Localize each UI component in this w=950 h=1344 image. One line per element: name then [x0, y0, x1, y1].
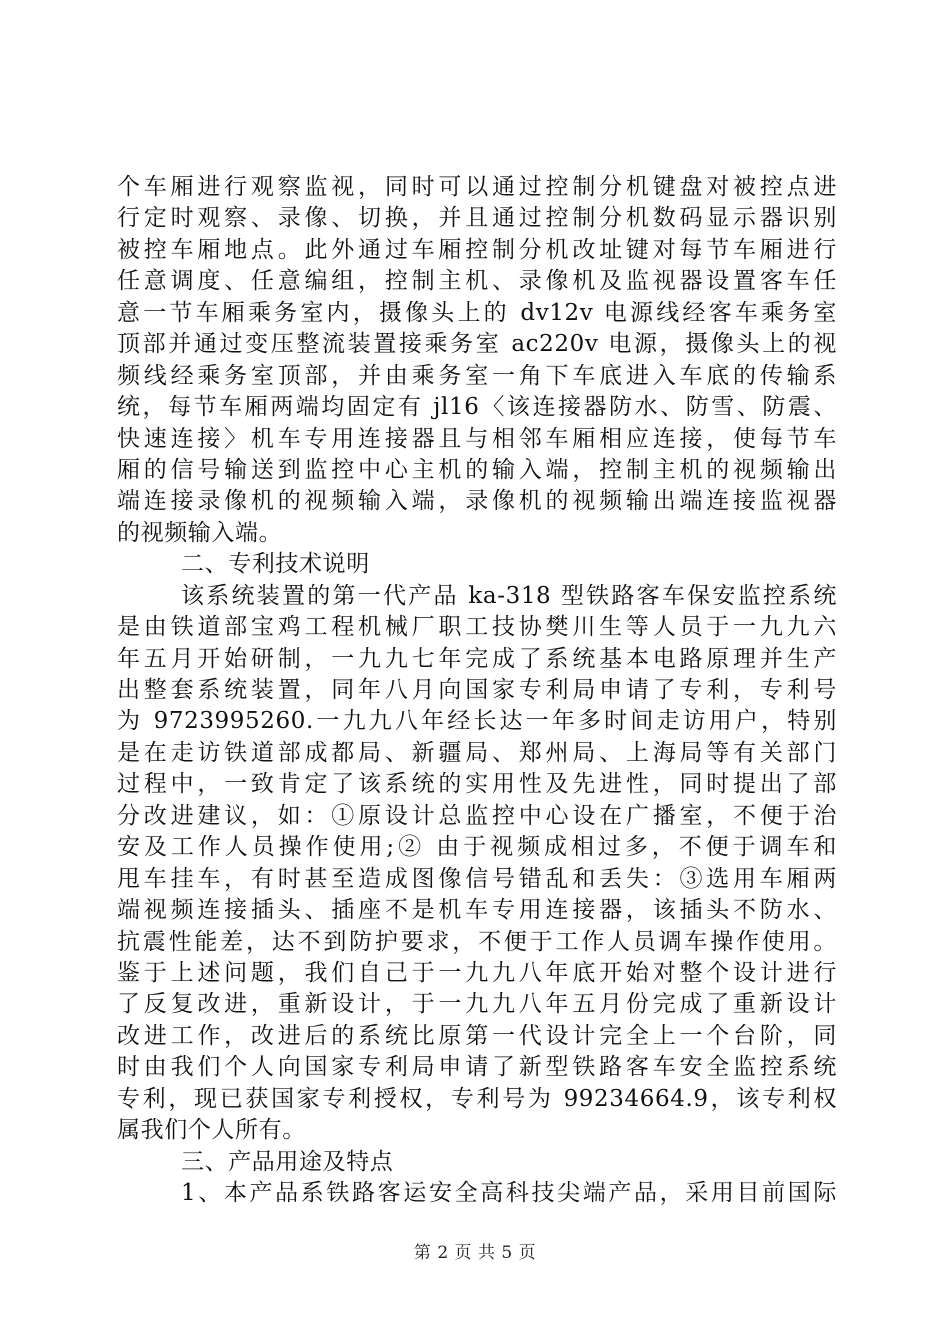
text-line: 被控车厢地点。此外通过车厢控制分机改址键对每节车厢进行: [117, 236, 837, 263]
text-line: 快速连接〉机车专用连接器且与相邻车厢相应连接，使每节车: [117, 425, 837, 452]
text-line: 厢的信号输送到监控中心主机的输入端，控制主机的视频输出: [117, 456, 837, 483]
text-line: 是由铁道部宝鸡工程机械厂职工技协樊川生等人员于一九九六: [117, 614, 837, 641]
text-line: 过程中，一致肯定了该系统的实用性及先进性，同时提出了部: [117, 771, 837, 798]
text-line: 属我们个人所有。: [117, 1117, 306, 1144]
text-line: 安及工作人员操作使用;② 由于视频成相过多，不便于调车和: [117, 834, 837, 861]
text-line: 行定时观察、录像、切换，并且通过控制分机数码显示器识别: [117, 205, 837, 232]
text-line: 分改进建议，如：①原设计总监控中心设在广播室，不便于治: [117, 802, 837, 829]
document-body: [117, 172, 837, 1209]
text-line: 频线经乘务室顶部，并由乘务室一角下车底进入车底的传输系: [117, 362, 837, 389]
text-line: 甩车挂车，有时甚至造成图像信号错乱和丢失：③选用车厢两: [117, 865, 837, 892]
text-line: 是在走访铁道部成都局、新疆局、郑州局、上海局等有关部门: [117, 739, 837, 766]
page-footer: 第 2 页 共 5 页: [413, 1243, 537, 1263]
text-line: 鉴于上述问题，我们自己于一九九八年底开始对整个设计进行: [117, 959, 837, 986]
text-line: 1、本产品系铁路客运安全高科技尖端产品，采用目前国际: [181, 1180, 837, 1206]
text-line: 个车厢进行观察监视，同时可以通过控制分机键盘对被控点进: [117, 174, 837, 200]
text-line: 专利，现已获国家专利授权，专利号为 99234664.9，该专利权: [117, 1085, 837, 1112]
text-line: 出整套系统装置，同年八月向国家专利局申请了专利，专利号: [117, 677, 837, 703]
text-line: 二、专利技术说明: [181, 551, 370, 578]
text-line: 改进工作，改进后的系统比原第一代设计完全上一个台阶，同: [117, 1022, 837, 1049]
text-line: 端连接录像机的视频输入端，录像机的视频输出端连接监视器: [117, 488, 837, 515]
text-line: 该系统装置的第一代产品 ka-318 型铁路客车保安监控系统: [181, 582, 837, 609]
text-line: 意一节车厢乘务室内，摄像头上的 dv12v 电源线经客车乘务室: [117, 299, 837, 326]
text-line: 年五月开始研制，一九九七年完成了系统基本电路原理并生产: [117, 645, 837, 672]
text-line: 抗震性能差，达不到防护要求，不便于工作人员调车操作使用。: [117, 928, 837, 955]
text-line: 时由我们个人向国家专利局申请了新型铁路客车安全监控系统: [117, 1054, 837, 1081]
text-line: 三、产品用途及特点: [181, 1148, 394, 1175]
text-line: 了反复改进，重新设计，于一九九八年五月份完成了重新设计: [117, 991, 837, 1018]
text-line: 顶部并通过变压整流装置接乘务室 ac220v 电源，摄像头上的视: [117, 331, 837, 358]
text-line: 的视频输入端。: [117, 519, 283, 546]
text-line: 任意调度、任意编组，控制主机、录像机及监视器设置客车任: [117, 268, 837, 295]
text-line: 端视频连接插头、插座不是机车专用连接器，该插头不防水、: [117, 897, 837, 924]
text-line: 统，每节车厢两端均固定有 jl16〈该连接器防水、防雪、防震、: [117, 394, 837, 421]
text-line: 为 9723995260.一九九八年经长达一年多时间走访用户，特别: [117, 708, 837, 735]
